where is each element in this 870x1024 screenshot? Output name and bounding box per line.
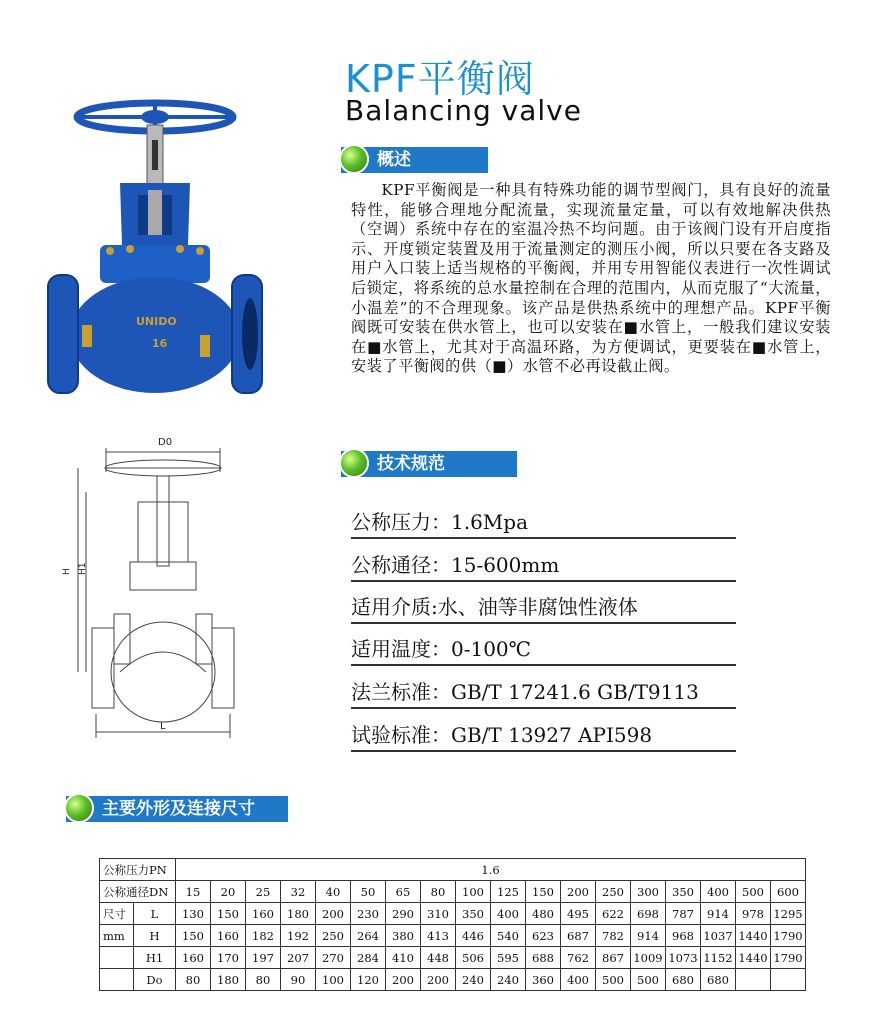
table-cell: 495 <box>561 903 596 925</box>
pn-label: 公称压力PN <box>100 859 176 881</box>
dn-cell: 50 <box>351 881 386 903</box>
dn-cell: 15 <box>176 881 211 903</box>
dimensions-table <box>99 858 806 991</box>
table-cell: 270 <box>316 947 351 969</box>
table-cell: 240 <box>491 969 526 991</box>
dn-cell: 65 <box>386 881 421 903</box>
table-cell: 207 <box>281 947 316 969</box>
table-cell: 1440 <box>736 925 771 947</box>
table-cell: 978 <box>736 903 771 925</box>
table-cell: 413 <box>421 925 456 947</box>
overview-header <box>341 147 488 173</box>
spec-medium: 适用介质:水、油等非腐蚀性液体 <box>351 590 736 624</box>
table-cell: 968 <box>666 925 701 947</box>
table-cell: 1073 <box>666 947 701 969</box>
table-cell: 687 <box>561 925 596 947</box>
drawing-label-h: H <box>62 568 72 575</box>
valve-photo <box>40 95 280 405</box>
table-cell: 290 <box>386 903 421 925</box>
dn-label: 公称通径DN <box>100 881 176 903</box>
table-cell: 80 <box>246 969 281 991</box>
valve-body <box>70 277 240 393</box>
dn-cell: 32 <box>281 881 316 903</box>
table-cell: 400 <box>561 969 596 991</box>
table-cell: 192 <box>281 925 316 947</box>
table-row-dn <box>100 881 806 903</box>
spec-temperature: 适用温度：0-100℃ <box>351 632 736 666</box>
table-cell: 80 <box>176 969 211 991</box>
dn-cell: 500 <box>736 881 771 903</box>
drawing-label-l: L <box>160 721 166 732</box>
spec-title: 技术规范 <box>377 454 445 474</box>
drawing-label-h1: H1 <box>78 562 88 575</box>
overview-text: KPF平衡阀是一种具有特殊功能的调节型阀门，具有良好的流量特性，能够合理地分配流量，实现流量定量，可以有效地解决供热（空调）系统中存在的室温冷热不均问题。由于该阀门设有开启度指示、开度锁定装置及用于流量测定的测压小阀，所以只要在各支路及用户入口装上适当规格的平衡阀，并用专用智能仪表进行一次性调试后锁定，将系统的总水量控制在合理的范围内，从而克服了“大流量，小温差”的不合理现象。该产品是供热系统中的理想产品。KPF平衡阀既可安装在供水管上，也可以安装在■水管上，一般我们建议安装在■水管上，尤其对于高温环路，为方便调试，更要装在■水管上，安装了平衡阀的供（■）水管不必再设截止阀。 <box>351 181 831 376</box>
table-cell: 240 <box>456 969 491 991</box>
spec-flange-standard: 法兰标准：GB/T 17241.6 GB/T9113 <box>351 675 736 709</box>
dn-cell: 250 <box>596 881 631 903</box>
table-row-l <box>100 903 806 925</box>
table-cell: 914 <box>701 903 736 925</box>
table-cell: 914 <box>631 925 666 947</box>
table-cell: 400 <box>491 903 526 925</box>
pn-value: 1.6 <box>176 859 806 881</box>
table-cell: 230 <box>351 903 386 925</box>
dn-cell: 100 <box>456 881 491 903</box>
table-cell: 180 <box>211 969 246 991</box>
table-cell: 160 <box>211 925 246 947</box>
table-cell: 500 <box>596 969 631 991</box>
dn-cell: 20 <box>211 881 246 903</box>
table-cell: 540 <box>491 925 526 947</box>
table-cell: 410 <box>386 947 421 969</box>
spec-test-standard: 试验标准：GB/T 13927 API598 <box>351 718 736 752</box>
table-cell: 688 <box>526 947 561 969</box>
overview-title: 概述 <box>377 150 411 170</box>
table-cell: 680 <box>666 969 701 991</box>
table-cell <box>736 969 771 991</box>
table-cell: 680 <box>701 969 736 991</box>
table-row-h1 <box>100 947 806 969</box>
size-label: 尺寸 <box>100 903 134 925</box>
dn-cell: 80 <box>421 881 456 903</box>
green-ball-icon <box>64 793 94 823</box>
table-cell: 595 <box>491 947 526 969</box>
table-cell: 150 <box>176 925 211 947</box>
green-ball-icon <box>339 448 369 478</box>
table-cell <box>771 969 806 991</box>
table-cell: 100 <box>316 969 351 991</box>
left-flange <box>48 275 78 393</box>
table-cell: 1295 <box>771 903 806 925</box>
valve-body-number: 16 <box>152 337 168 350</box>
dn-cell: 150 <box>526 881 561 903</box>
dn-cell: 40 <box>316 881 351 903</box>
table-cell: 1152 <box>701 947 736 969</box>
dn-cell: 300 <box>631 881 666 903</box>
table-cell: 762 <box>561 947 596 969</box>
table-cell: 90 <box>281 969 316 991</box>
page-title: KPF平衡阀 <box>345 57 535 101</box>
spec-pressure: 公称压力：1.6Mpa <box>351 505 736 539</box>
table-row-do <box>100 969 806 991</box>
table-cell: 350 <box>456 903 491 925</box>
table-cell: 1037 <box>701 925 736 947</box>
table-cell: 250 <box>316 925 351 947</box>
table-cell: 130 <box>176 903 211 925</box>
table-cell: 160 <box>246 903 281 925</box>
empty-cell <box>100 969 134 991</box>
table-cell: 264 <box>351 925 386 947</box>
dims-header <box>66 796 288 822</box>
table-cell: 1440 <box>736 947 771 969</box>
empty-cell <box>100 947 134 969</box>
row-name: L <box>134 903 176 925</box>
spec-diameter: 公称通径：15-600mm <box>351 548 736 582</box>
table-cell: 622 <box>596 903 631 925</box>
dn-cell: 125 <box>491 881 526 903</box>
table-cell: 867 <box>596 947 631 969</box>
page-subtitle: Balancing valve <box>345 94 582 127</box>
dn-cell: 400 <box>701 881 736 903</box>
row-name: H <box>134 925 176 947</box>
unit-label: mm <box>100 925 134 947</box>
valve-body-text: UNIDO <box>136 315 177 328</box>
dn-cell: 200 <box>561 881 596 903</box>
row-name: H1 <box>134 947 176 969</box>
table-row-h <box>100 925 806 947</box>
table-cell: 284 <box>351 947 386 969</box>
dims-title: 主要外形及连接尺寸 <box>102 799 255 819</box>
table-cell: 1009 <box>631 947 666 969</box>
table-cell: 180 <box>281 903 316 925</box>
technical-drawing <box>60 432 260 752</box>
table-cell: 200 <box>316 903 351 925</box>
table-cell: 1790 <box>771 925 806 947</box>
table-cell: 200 <box>421 969 456 991</box>
table-cell: 446 <box>456 925 491 947</box>
table-cell: 480 <box>526 903 561 925</box>
dn-cell: 600 <box>771 881 806 903</box>
table-cell: 170 <box>211 947 246 969</box>
table-cell: 787 <box>666 903 701 925</box>
table-row-pn <box>100 859 806 881</box>
spec-header <box>341 451 517 477</box>
table-cell: 782 <box>596 925 631 947</box>
row-name: Do <box>134 969 176 991</box>
table-cell: 310 <box>421 903 456 925</box>
table-cell: 380 <box>386 925 421 947</box>
table-cell: 150 <box>211 903 246 925</box>
table-cell: 1790 <box>771 947 806 969</box>
green-ball-icon <box>339 144 369 174</box>
table-cell: 506 <box>456 947 491 969</box>
drawing-label-d0: D0 <box>158 437 173 448</box>
table-cell: 160 <box>176 947 211 969</box>
table-cell: 500 <box>631 969 666 991</box>
table-cell: 200 <box>386 969 421 991</box>
table-cell: 698 <box>631 903 666 925</box>
table-cell: 623 <box>526 925 561 947</box>
dn-cell: 350 <box>666 881 701 903</box>
table-cell: 197 <box>246 947 281 969</box>
table-cell: 360 <box>526 969 561 991</box>
table-cell: 448 <box>421 947 456 969</box>
table-cell: 120 <box>351 969 386 991</box>
table-cell: 182 <box>246 925 281 947</box>
dn-cell: 25 <box>246 881 281 903</box>
